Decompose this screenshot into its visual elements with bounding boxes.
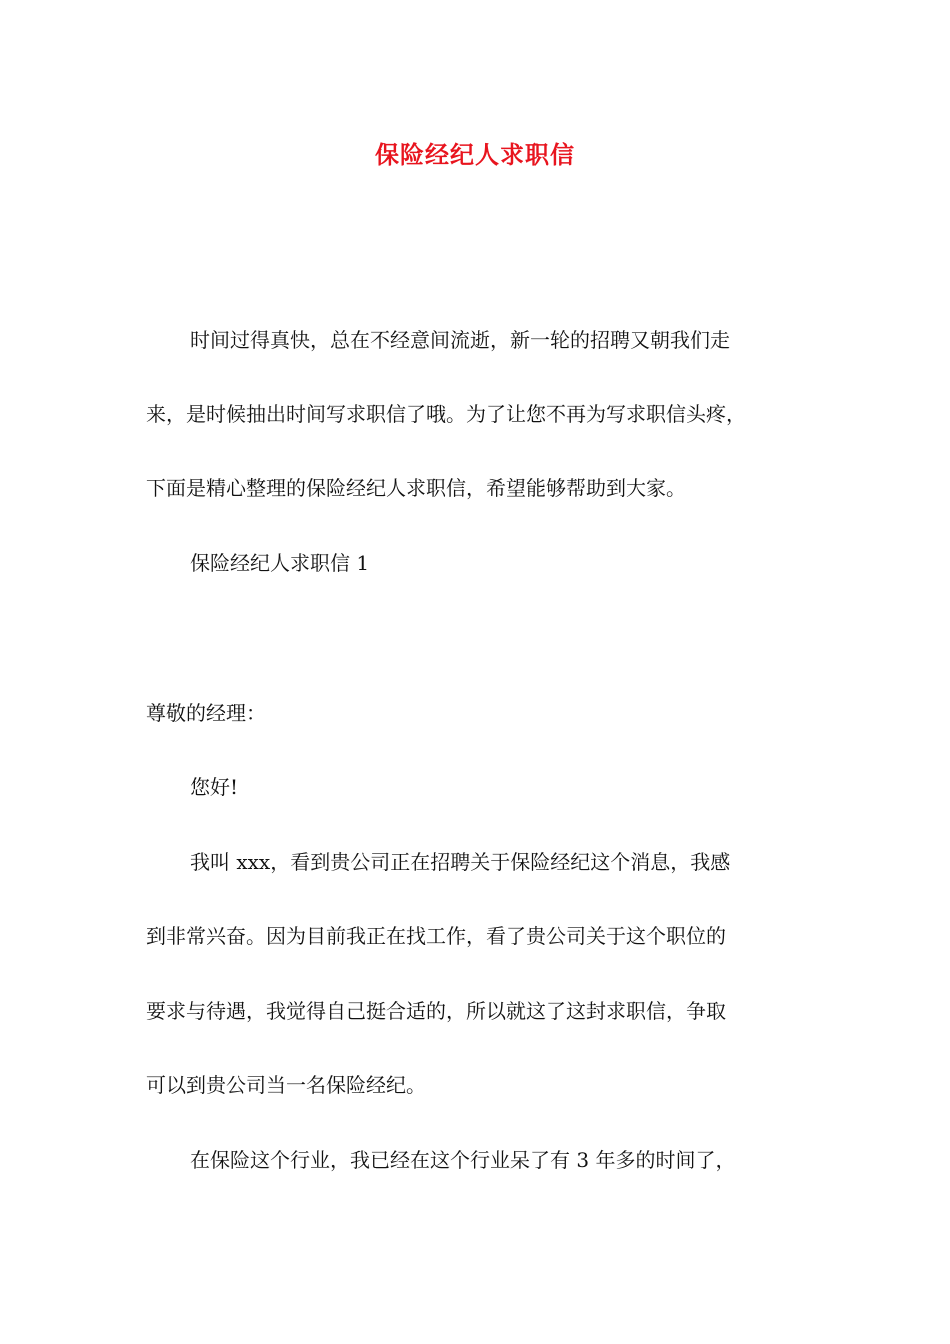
intro-line-3: 下面是精心整理的保险经纪人求职信，希望能够帮助到大家。: [146, 476, 686, 500]
section-heading: 保险经纪人求职信 1: [190, 551, 370, 575]
paragraph-line-3: 要求与待遇，我觉得自己挺合适的，所以就这了这封求职信，争取: [146, 999, 726, 1023]
salutation: 尊敬的经理：: [146, 701, 266, 725]
paragraph-line-4: 可以到贵公司当一名保险经纪。: [146, 1073, 426, 1097]
greeting: 您好!: [190, 775, 239, 799]
intro-line-1: 时间过得真快，总在不经意间流逝，新一轮的招聘又朝我们走: [190, 328, 730, 352]
paragraph-2-line-1: 在保险这个行业，我已经在这个行业呆了有 3 年多的时间了，: [190, 1148, 736, 1172]
paragraph-line-1: 我叫 xxx，看到贵公司正在招聘关于保险经纪这个消息，我感: [190, 850, 731, 874]
document-title: 保险经纪人求职信: [375, 140, 575, 169]
paragraph-line-2: 到非常兴奋。因为目前我正在找工作，看了贵公司关于这个职位的: [146, 924, 726, 948]
intro-line-2: 来，是时候抽出时间写求职信了哦。为了让您不再为写求职信头疼，: [146, 402, 746, 426]
